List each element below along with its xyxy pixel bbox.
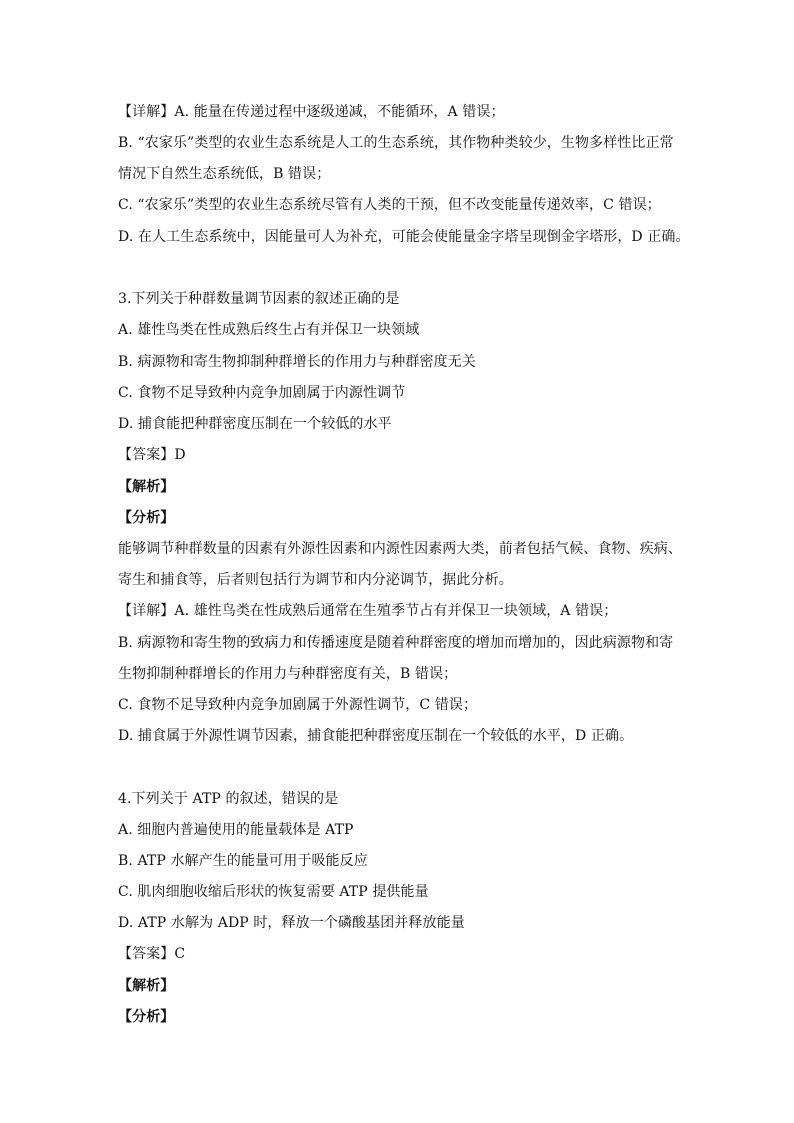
q3-option-d: D. 捕食能把种群密度压制在一个较低的水平: [118, 416, 392, 432]
q3-detail-b-line1: B. 病源物和寄生物的致病力和传播速度是随着种群密度的增加而增加的，因此病源物和寄: [118, 635, 674, 651]
q3-answer: 【答案】D: [118, 447, 186, 463]
q4-analysis-heading: 【解析】: [118, 978, 175, 994]
q2-detail-b-line2: 情况下自然生态系统低，B 错误；: [118, 166, 331, 182]
q4-option-a: A. 细胞内普遍使用的能量载体是 ATP: [118, 822, 354, 838]
q2-detail-a: 【详解】A. 能量在传递过程中逐级递减，不能循环，A 错误；: [118, 104, 505, 120]
q3-fenxi-line1: 能够调节种群数量的因素有外源性因素和内源性因素两大类，前者包括气候、食物、疾病、: [118, 541, 682, 557]
q3-detail-d: D. 捕食属于外源性调节因素，捕食能把种群密度压制在一个较低的水平，D 正确。: [118, 728, 634, 744]
q3-fenxi-heading: 【分析】: [118, 510, 175, 526]
q3-detail-a: 【详解】A. 雄性鸟类在性成熟后通常在生殖季节占有并保卫一块领域，A 错误；: [118, 603, 618, 619]
q2-detail-b-line1: B. “农家乐”类型的农业生态系统是人工的生态系统，其作物种类较少，生物多样性比正常: [118, 135, 674, 151]
q4-option-d: D. ATP 水解为 ADP 时，释放一个磷酸基团并释放能量: [118, 915, 465, 931]
q4-option-b: B. ATP 水解产生的能量可用于吸能反应: [118, 853, 368, 869]
q4-question: 4.下列关于 ATP 的叙述，错误的是: [118, 791, 339, 807]
q2-detail-d: D. 在人工生态系统中，因能量可人为补充，可能会使能量金字塔呈现倒金字塔形，D 正确。: [118, 229, 690, 245]
q2-detail-c: C. “农家乐”类型的农业生态系统尽管有人类的干预，但不改变能量传递效率，C 错误；: [118, 197, 661, 213]
q4-fenxi-heading: 【分析】: [118, 1009, 175, 1025]
q3-option-b: B. 病源物和寄生物抑制种群增长的作用力与种群密度无关: [118, 354, 476, 370]
q3-fenxi-line2: 寄生和捕食等，后者则包括行为调节和内分泌调节，据此分析。: [118, 572, 513, 588]
q3-option-a: A. 雄性鸟类在性成熟后终生占有并保卫一块领域: [118, 322, 420, 338]
q3-detail-c: C. 食物不足导致种内竞争加剧属于外源性调节，C 错误；: [118, 697, 478, 713]
q3-question: 3.下列关于种群数量调节因素的叙述正确的是: [118, 291, 400, 307]
q4-option-c: C. 肌肉细胞收缩后形状的恢复需要 ATP 提供能量: [118, 884, 429, 900]
q3-analysis-heading: 【解析】: [118, 479, 175, 495]
q3-detail-b-line2: 生物抑制种群增长的作用力与种群密度有关，B 错误；: [118, 666, 458, 682]
q4-answer: 【答案】C: [118, 946, 186, 962]
q3-option-c: C. 食物不足导致种内竞争加剧属于内源性调节: [118, 385, 406, 401]
